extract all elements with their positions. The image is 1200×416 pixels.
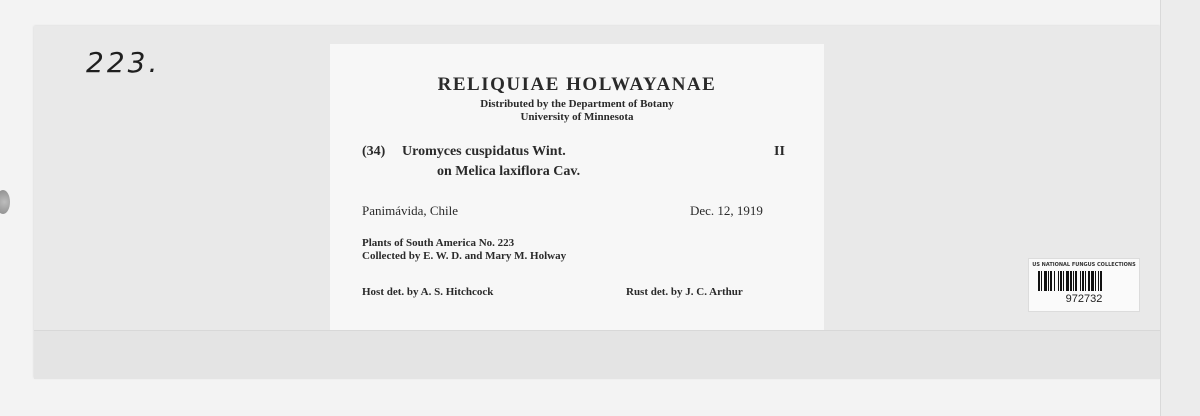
barcode-bar (1085, 271, 1086, 291)
barcode-bar (1048, 271, 1049, 291)
barcode-bar (1044, 271, 1047, 291)
barcode-bar (1050, 271, 1052, 291)
barcode-number: 972732 (1065, 293, 1103, 305)
barcode-bar (1075, 271, 1077, 291)
label-title: RELIQUIAE HOLWAYANAE (437, 74, 717, 95)
background-strip (1160, 0, 1200, 416)
barcode-bar (1054, 271, 1055, 291)
university-line: University of Minnesota (520, 111, 634, 123)
locality: Panimávida, Chile (362, 203, 459, 218)
barcode-bar (1041, 271, 1042, 291)
barcode-bar (1080, 271, 1081, 291)
series-line: Plants of South America No. 223 (362, 237, 515, 249)
spore-stage: II (774, 144, 785, 159)
barcode-bar (1058, 271, 1059, 291)
host-plant: on Melica laxiflora Cav. (437, 164, 581, 179)
barcode-bar (1063, 271, 1064, 291)
barcode-label (1028, 258, 1140, 312)
distributed-by-line: Distributed by the Department of Botany (480, 98, 674, 110)
barcode-bar (1038, 271, 1040, 291)
barcode-bar (1082, 271, 1084, 291)
rust-determiner: Rust det. by J. C. Arthur (626, 286, 743, 298)
barcode-bar (1088, 271, 1090, 291)
collectors-line: Collected by E. W. D. and Mary M. Holway (362, 250, 567, 262)
barcode-title: US NATIONAL FUNGUS COLLECTIONS (1032, 262, 1136, 268)
barcode-bar (1066, 271, 1069, 291)
clip-icon (0, 190, 10, 214)
specimen-number: (34) (362, 144, 386, 159)
sheet-fold-edge (34, 330, 1160, 379)
barcode-bar (1095, 271, 1096, 291)
barcode-bar (1091, 271, 1094, 291)
barcode-bar (1060, 271, 1062, 291)
barcode-bar (1098, 271, 1099, 291)
barcode-bar (1070, 271, 1072, 291)
host-determiner: Host det. by A. S. Hitchcock (362, 286, 494, 298)
barcode-bar (1073, 271, 1074, 291)
handwritten-number: 223. (86, 46, 161, 79)
species-name: Uromyces cuspidatus Wint. (402, 144, 566, 159)
collection-date: Dec. 12, 1919 (690, 203, 763, 218)
barcode-icon (1037, 271, 1131, 291)
barcode-bar (1100, 271, 1102, 291)
specimen-label (330, 44, 824, 330)
